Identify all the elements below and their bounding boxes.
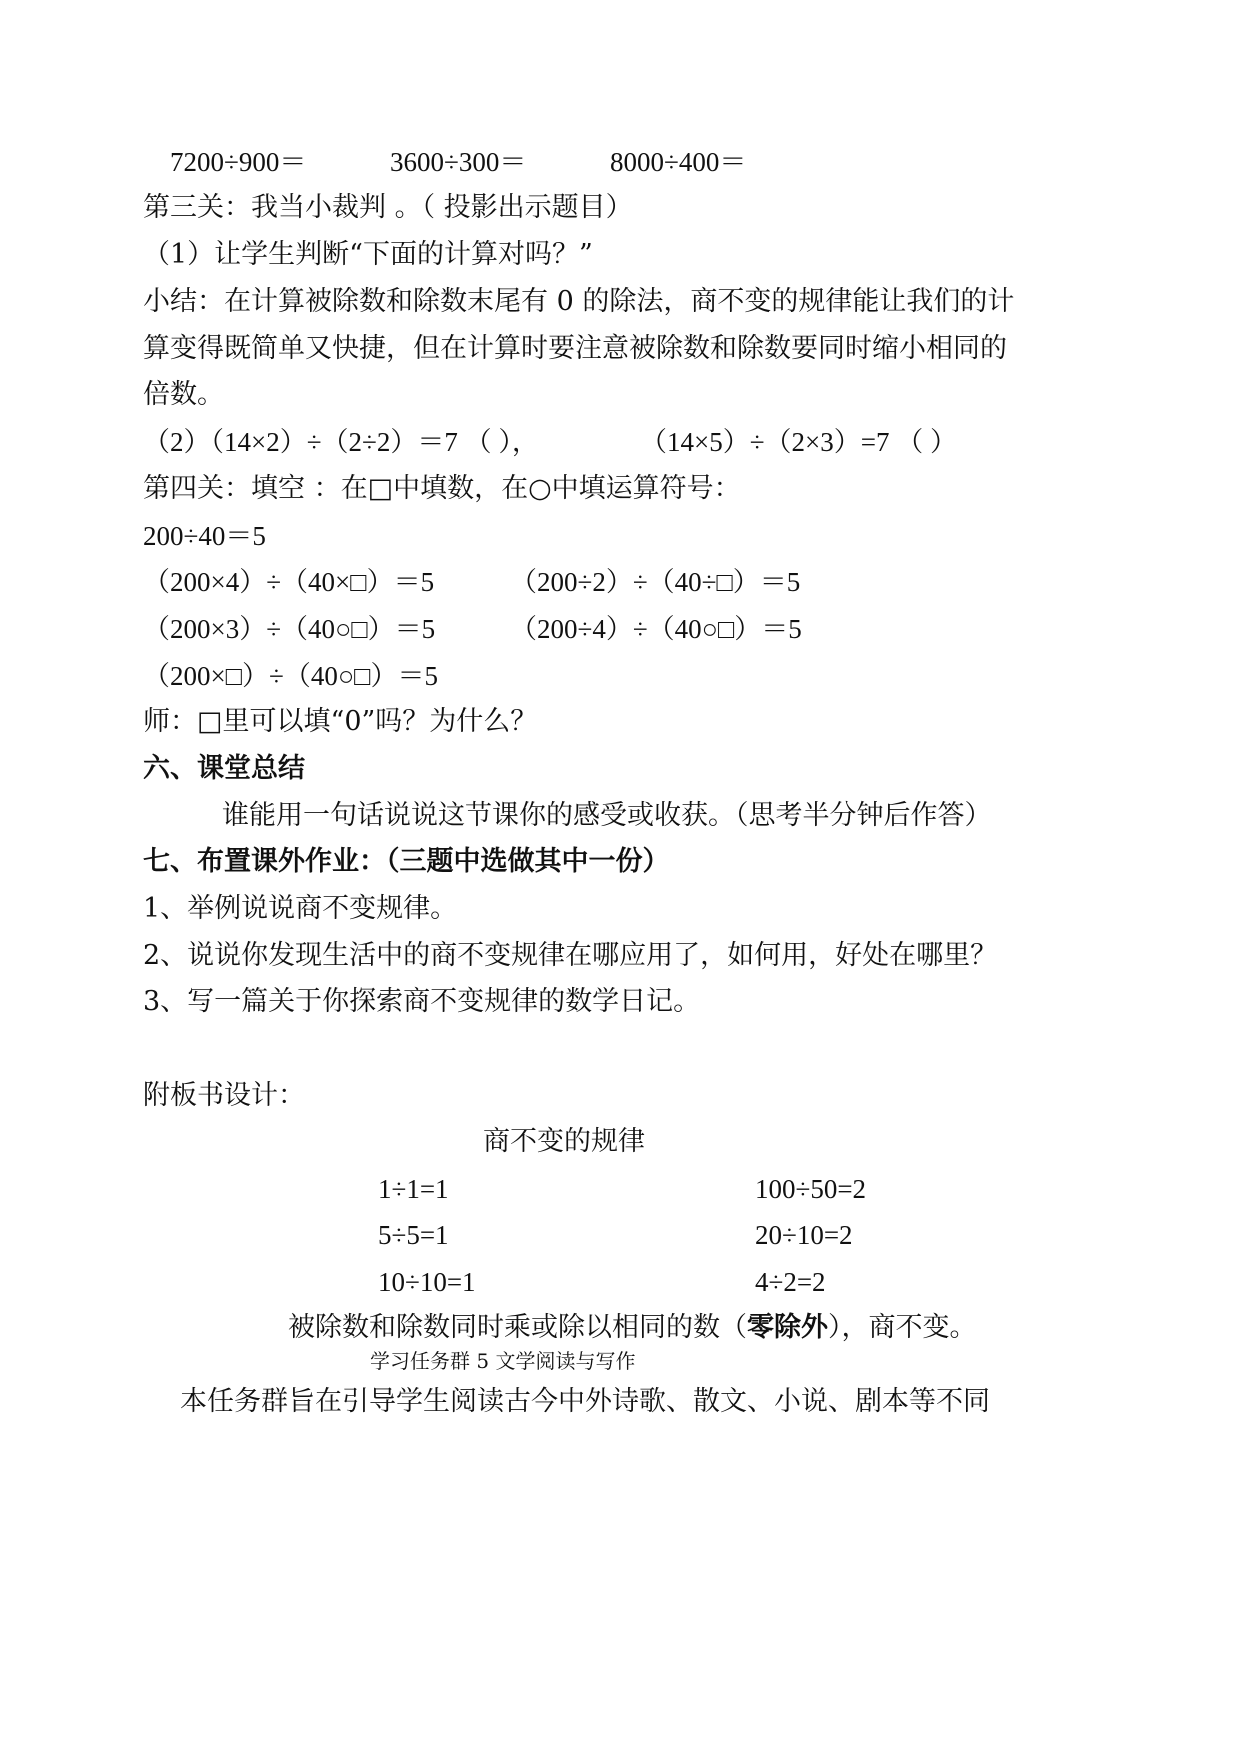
summary-line-1: 小结：在计算被除数和除数末尾有 0 的除法，商不变的规律能让我们的计	[143, 286, 1015, 317]
equation-1b: （200÷2）÷（40÷□）＝5	[510, 567, 801, 597]
equation-base: 200÷40＝5	[143, 521, 266, 551]
board-right-2: 20÷10=2	[755, 1220, 853, 1250]
board-title: 商不变的规律	[483, 1126, 645, 1157]
board-left-2: 5÷5=1	[378, 1220, 449, 1250]
calc-line-3: 8000÷400＝	[610, 147, 747, 177]
equation-1a: （200×4）÷（40×□）＝5	[143, 567, 435, 597]
board-right-1: 100÷50=2	[755, 1174, 867, 1204]
board-rule	[288, 1310, 977, 1346]
level4-title: 第四关：填空 ：在□中填数，在○中填运算符号：	[143, 473, 741, 504]
equation-3a: （200×□）÷（40○□）＝5	[143, 661, 438, 691]
equation-2a: （200×3）÷（40○□）＝5	[143, 614, 436, 644]
calc-line-1: 7200÷900＝	[170, 147, 307, 177]
question-1: （1）让学生判断“下面的计算对吗？”	[143, 239, 593, 270]
next-section-heading: 学习任务群 5 文学阅读与写作	[370, 1349, 636, 1373]
calc-line-2: 3600÷300＝	[390, 147, 527, 177]
next-section-paragraph: 本任务群旨在引导学生阅读古今中外诗歌、散文、小说、剧本等不同	[180, 1386, 990, 1417]
homework-2: 2、说说你发现生活中的商不变规律在哪应用了，如何用，好处在哪里？	[143, 940, 998, 971]
board-rule-part-b: ），商不变。	[828, 1312, 977, 1343]
board-left-3: 10÷10=1	[378, 1267, 476, 1297]
summary-line-3: 倍数。	[143, 379, 224, 410]
homework-1: 1、举例说说商不变规律。	[143, 893, 458, 924]
section-7-title: 七、布置课外作业：（三题中选做其中一份）	[143, 846, 670, 877]
question-2-part-a: （2）（14×2）÷（2÷2）＝7 （ ），	[143, 427, 539, 457]
equation-2b: （200÷4）÷（40○□）＝5	[510, 614, 802, 644]
section-6-title: 六、课堂总结	[143, 753, 305, 784]
board-design-label: 附板书设计：	[143, 1080, 305, 1111]
level3-title: 第三关：我当小裁判 。（ 投影出示题目）	[143, 192, 633, 223]
board-rule-part-a: 被除数和除数同时乘或除以相同的数（	[288, 1312, 747, 1343]
teacher-question: 师：□里可以填“0”吗？为什么？	[143, 706, 538, 737]
board-right-3: 4÷2=2	[755, 1267, 826, 1297]
summary-line-2: 算变得既简单又快捷，但在计算时要注意被除数和除数要同时缩小相同的	[143, 333, 1007, 364]
section-6-body: 谁能用一句话说说这节课你的感受或收获。（思考半分钟后作答）	[222, 800, 992, 831]
board-rule-emphasis: 零除外	[747, 1312, 828, 1343]
homework-3: 3、写一篇关于你探索商不变规律的数学日记。	[143, 986, 701, 1017]
board-left-1: 1÷1=1	[378, 1174, 449, 1204]
question-2-part-b: （14×5）÷（2×3）=7 （ ）	[640, 427, 957, 457]
